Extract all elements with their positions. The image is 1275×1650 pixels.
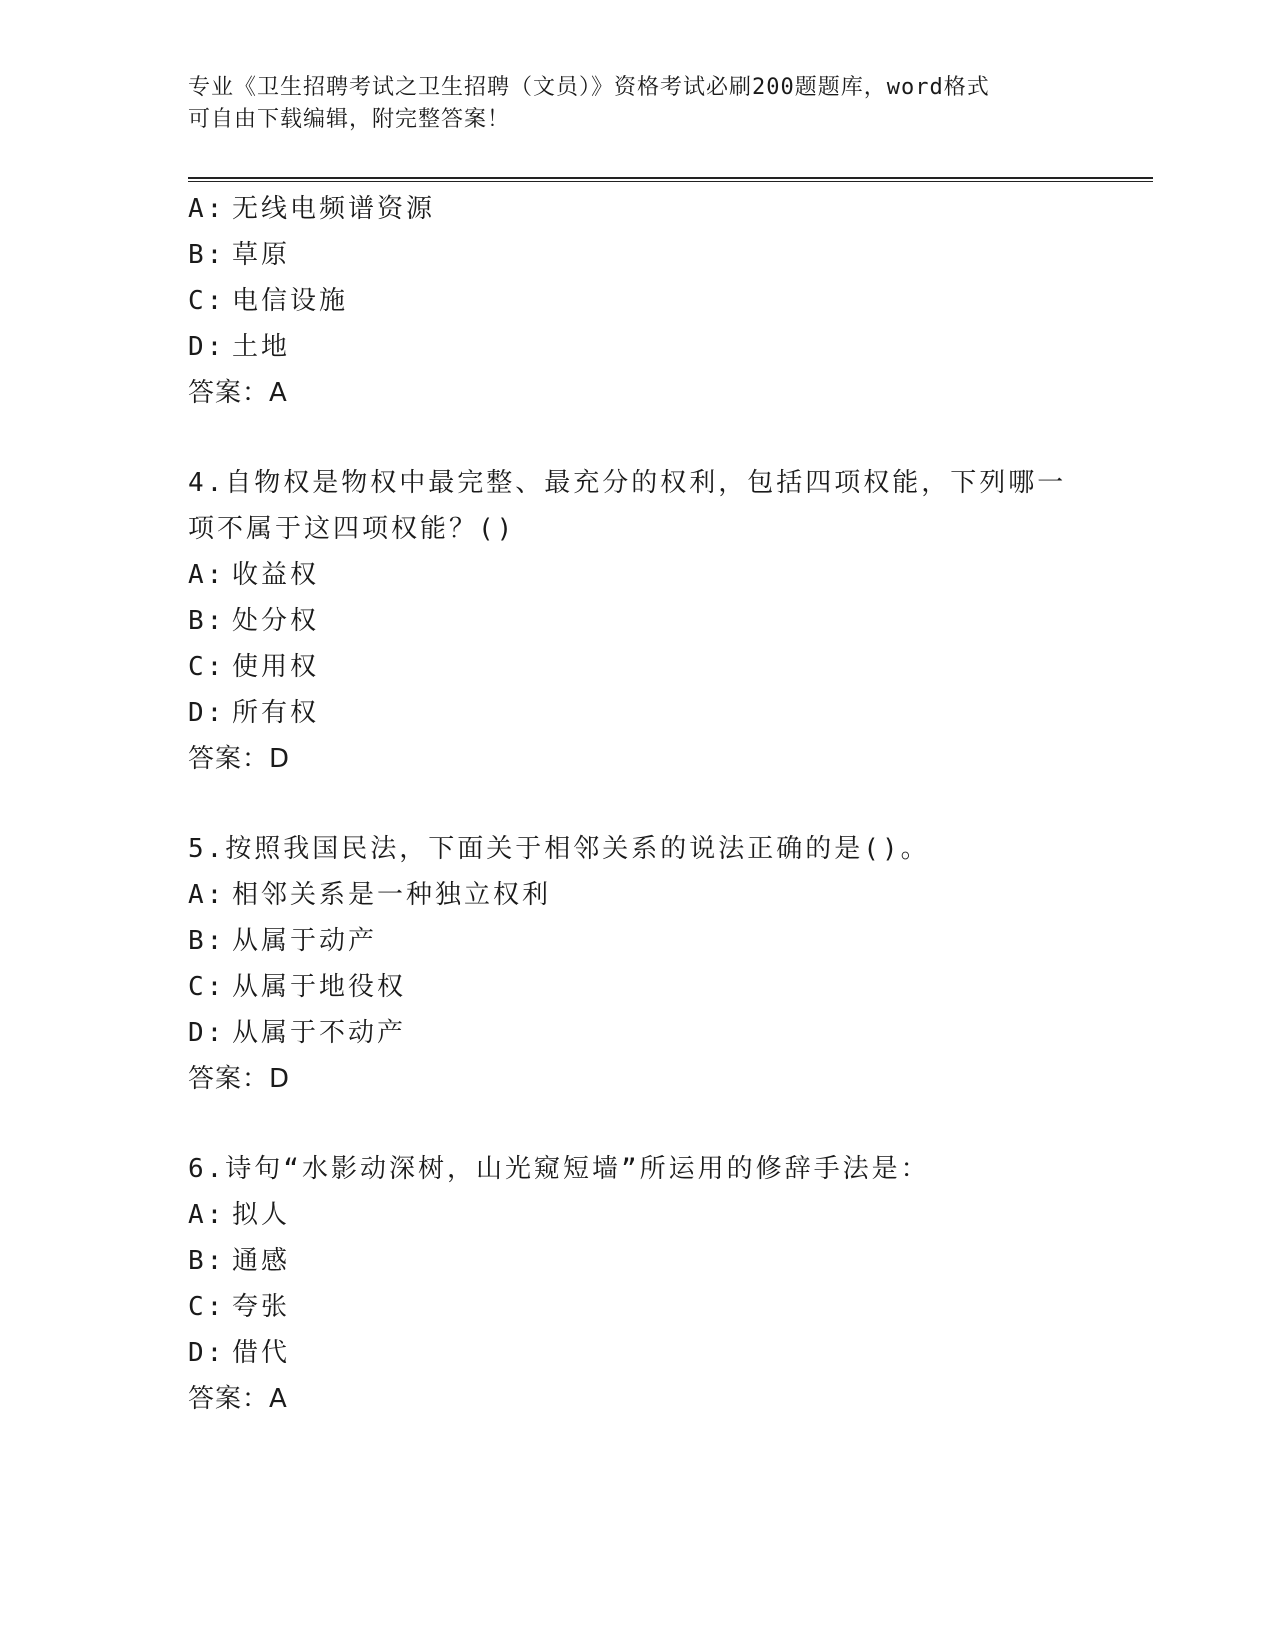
answer-line: 答案：D <box>188 1064 291 1094</box>
option-text: 借代 <box>232 1338 291 1368</box>
option-b <box>188 918 1153 964</box>
option-text: 草原 <box>232 240 291 270</box>
option-letter: A: <box>188 1200 226 1230</box>
option-letter: C: <box>188 652 226 682</box>
option-a <box>188 186 1153 232</box>
question-3 <box>188 186 1153 416</box>
header-divider <box>188 177 1153 182</box>
option-text: 土地 <box>232 332 291 362</box>
answer-line: 答案：D <box>188 744 291 774</box>
option-letter: C: <box>188 1292 226 1322</box>
question-stem: 5.按照我国民法，下面关于相邻关系的说法正确的是()。 <box>188 834 930 864</box>
option-text: 夸张 <box>232 1292 291 1322</box>
option-text: 使用权 <box>232 652 320 682</box>
option-text: 所有权 <box>232 698 320 728</box>
option-c <box>188 278 1153 324</box>
option-letter: A: <box>188 194 226 224</box>
option-letter: C: <box>188 972 226 1002</box>
question-5 <box>188 826 1153 1102</box>
option-d <box>188 324 1153 370</box>
option-d <box>188 1010 1153 1056</box>
option-c <box>188 1284 1153 1330</box>
option-text: 拟人 <box>232 1200 291 1230</box>
option-a <box>188 1192 1153 1238</box>
answer-line: 答案：A <box>188 1384 288 1414</box>
header-title-line-2: 可自由下载编辑，附完整答案！ <box>188 107 511 132</box>
question-stem: 6.诗句“水影动深树，山光窥短墙”所运用的修辞手法是： <box>188 1154 930 1184</box>
option-letter: B: <box>188 1246 226 1276</box>
option-text: 收益权 <box>232 560 320 590</box>
option-text: 从属于动产 <box>232 926 378 956</box>
option-b <box>188 232 1153 278</box>
question-stem-continued: 项不属于这四项权能？() <box>188 514 516 544</box>
option-letter: C: <box>188 286 226 316</box>
option-text: 无线电频谱资源 <box>232 194 436 224</box>
question-list <box>188 186 1153 1466</box>
option-b <box>188 598 1153 644</box>
document-header <box>188 72 1088 136</box>
option-b <box>188 1238 1153 1284</box>
option-letter: A: <box>188 880 226 910</box>
option-letter: B: <box>188 606 226 636</box>
option-letter: D: <box>188 1338 226 1368</box>
option-letter: D: <box>188 698 226 728</box>
option-d <box>188 690 1153 736</box>
question-stem: 4.自物权是物权中最完整、最充分的权利，包括四项权能，下列哪一 <box>188 468 1067 498</box>
option-text: 通感 <box>232 1246 291 1276</box>
option-a <box>188 552 1153 598</box>
option-letter: D: <box>188 332 226 362</box>
option-d <box>188 1330 1153 1376</box>
header-title-line-1: 专业《卫生招聘考试之卫生招聘（文员）》资格考试必刷200题题库，word格式 <box>188 75 990 100</box>
option-letter: D: <box>188 1018 226 1048</box>
question-6 <box>188 1146 1153 1422</box>
answer-line: 答案：A <box>188 378 288 408</box>
option-text: 电信设施 <box>232 286 349 316</box>
option-letter: B: <box>188 926 226 956</box>
question-4 <box>188 460 1153 782</box>
option-text: 从属于地役权 <box>232 972 407 1002</box>
option-text: 处分权 <box>232 606 320 636</box>
option-letter: A: <box>188 560 226 590</box>
option-c <box>188 964 1153 1010</box>
option-letter: B: <box>188 240 226 270</box>
document-page <box>188 0 1153 1650</box>
option-text: 相邻关系是一种独立权利 <box>232 880 552 910</box>
option-a <box>188 872 1153 918</box>
option-c <box>188 644 1153 690</box>
option-text: 从属于不动产 <box>232 1018 407 1048</box>
